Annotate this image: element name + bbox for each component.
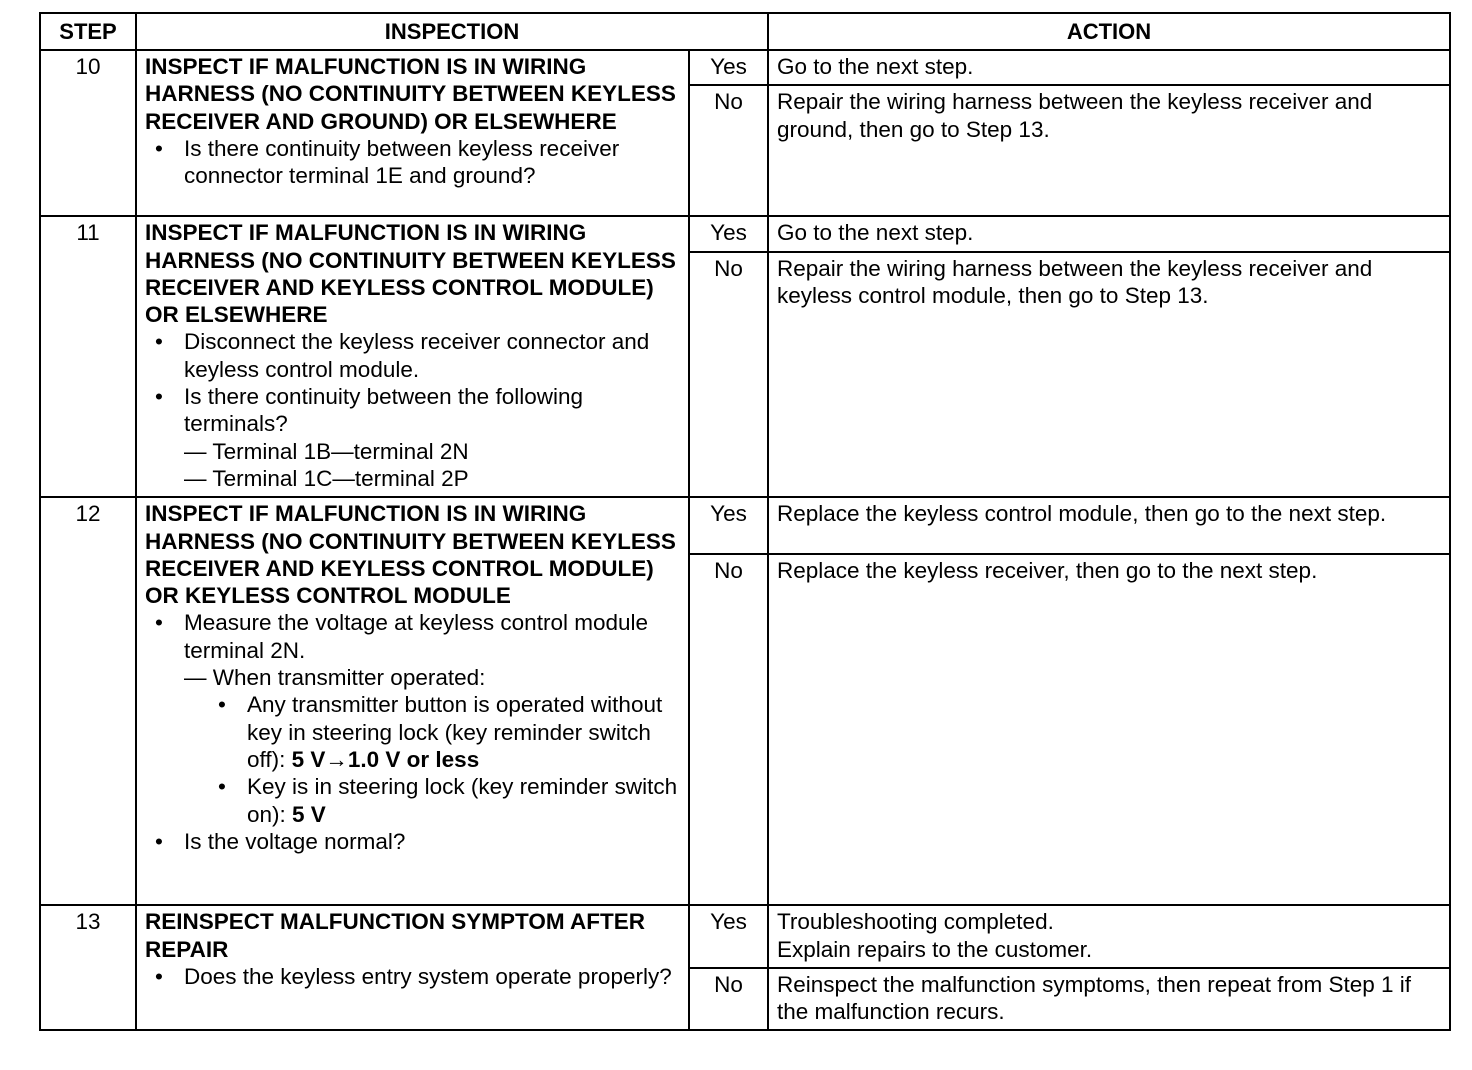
yes-label: Yes (689, 216, 768, 252)
yes-action: Go to the next step. (768, 50, 1450, 85)
troubleshooting-table (39, 12, 1451, 1031)
inspection-cell (136, 497, 689, 905)
voltage-value: 5 V (292, 801, 326, 827)
yes-label: Yes (689, 497, 768, 554)
header-inspection: INSPECTION (136, 13, 768, 50)
inspection-bullet: • Is there continuity between keyless receiver connector terminal 1E and ground? (145, 135, 678, 190)
inspection-subitem: — Terminal 1B—terminal 2N (184, 438, 469, 464)
step-number: 11 (40, 216, 136, 497)
inspection-subbullet (145, 691, 678, 773)
inspection-subitem: — Terminal 1C—terminal 2P (184, 465, 469, 491)
yes-label: Yes (689, 50, 768, 85)
header-action: ACTION (768, 13, 1450, 50)
no-action: Reinspect the malfunction symptoms, then repeat from Step 1 if the malfunction recurs. (768, 968, 1450, 1031)
inspection-title: INSPECT IF MALFUNCTION IS IN WIRING HARNESS (NO CONTINUITY BETWEEN KEYLESS RECEIVER AND KEYLESS CONTROL MODULE) OR KEYLESS CONTROL MODULE (145, 501, 676, 609)
step-number: 12 (40, 497, 136, 905)
inspection-title: INSPECT IF MALFUNCTION IS IN WIRING HARNESS (NO CONTINUITY BETWEEN KEYLESS RECEIVER AND GROUND) OR ELSEWHERE (145, 54, 676, 134)
table-row (40, 497, 1450, 554)
no-label: No (689, 968, 768, 1031)
table-row (40, 905, 1450, 968)
yes-action (768, 905, 1450, 968)
no-action: Repair the wiring harness between the keyless receiver and keyless control module, then go to Step 13. (768, 252, 1450, 497)
inspection-subitem: — When transmitter operated: (184, 665, 486, 691)
voltage-value: 5 V→1.0 V or less (291, 746, 480, 772)
inspection-bullet: • Disconnect the keyless receiver connector and keyless control module. (145, 328, 678, 383)
no-label: No (689, 554, 768, 905)
no-label: No (689, 252, 768, 497)
no-label: No (689, 85, 768, 216)
yes-action: Replace the keyless control module, then go to the next step. (768, 497, 1450, 554)
inspection-bullet: • Does the keyless entry system operate properly? (145, 963, 678, 990)
header-row (40, 13, 1450, 50)
yes-label: Yes (689, 905, 768, 968)
inspection-bullet: • Measure the voltage at keyless control module terminal 2N. (145, 609, 678, 664)
header-step: STEP (40, 13, 136, 50)
no-action: Replace the keyless receiver, then go to the next step. (768, 554, 1450, 905)
yes-action-line: Troubleshooting completed. (777, 909, 1054, 935)
yes-action-line: Explain repairs to the customer. (777, 936, 1093, 962)
no-action: Repair the wiring harness between the keyless receiver and ground, then go to Step 13. (768, 85, 1450, 216)
inspection-cell (136, 905, 689, 1030)
inspection-subbullet (145, 773, 678, 828)
inspection-cell (136, 216, 689, 497)
inspection-title: INSPECT IF MALFUNCTION IS IN WIRING HARNESS (NO CONTINUITY BETWEEN KEYLESS RECEIVER AND KEYLESS CONTROL MODULE) OR ELSEWHERE (145, 220, 676, 328)
condition-text: Key is in steering lock (key reminder switch on): (247, 774, 678, 827)
step-number: 10 (40, 50, 136, 216)
yes-action: Go to the next step. (768, 216, 1450, 252)
condition-text: Any transmitter button is operated without key in steering lock (key reminder switch off): (247, 692, 663, 772)
table-row (40, 216, 1450, 252)
inspection-cell (136, 50, 689, 216)
inspection-bullet: • Is the voltage normal? (145, 828, 678, 855)
inspection-bullet: • Is there continuity between the following terminals? (145, 383, 678, 438)
inspection-title: REINSPECT MALFUNCTION SYMPTOM AFTER REPAIR (145, 909, 645, 962)
step-number: 13 (40, 905, 136, 1030)
table-row (40, 50, 1450, 85)
